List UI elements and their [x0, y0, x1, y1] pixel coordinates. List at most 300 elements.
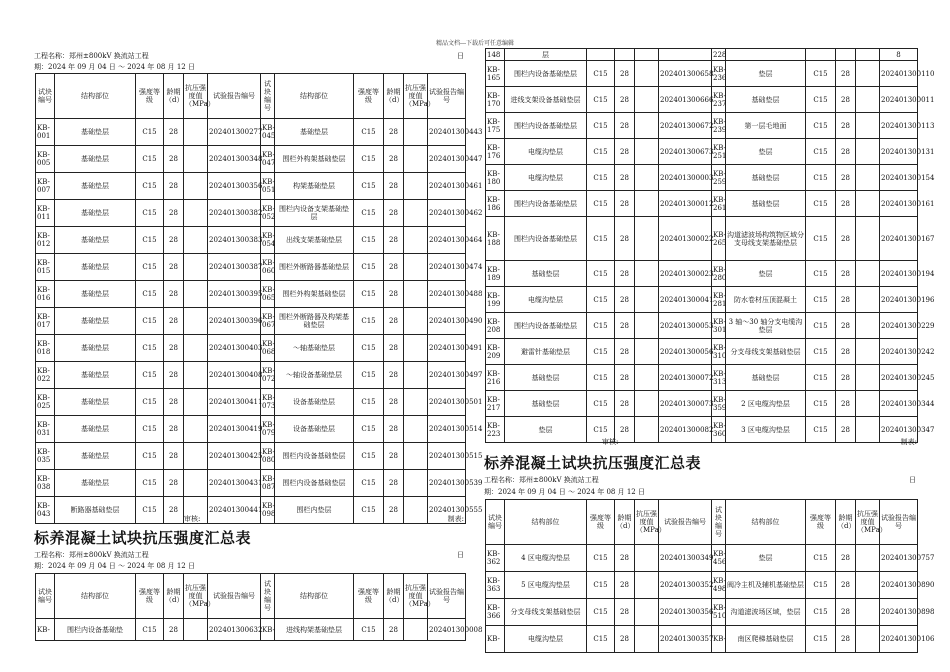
header-report-number: 试验报告编号 — [428, 574, 466, 619]
cell-compressive-strength — [184, 200, 208, 227]
cell-compressive-strength — [856, 191, 880, 217]
cell-structure-part: 垫层 — [726, 545, 806, 572]
cell-age-days: 28 — [615, 287, 635, 313]
cell-compressive-strength — [635, 572, 659, 599]
cell-structure-part: 4 区电缆沟垫层 — [505, 545, 587, 572]
cell-compressive-strength — [184, 470, 208, 497]
cell-compressive-strength — [184, 619, 208, 641]
cell-strength-grade: C15 — [587, 165, 615, 191]
table-row — [36, 389, 466, 416]
cell-compressive-strength — [184, 146, 208, 173]
date-label: 日 — [457, 52, 464, 60]
cell-strength-grade: C15 — [354, 335, 384, 362]
cell-compressive-strength — [184, 227, 208, 254]
cell-report-number: 202401300356 — [659, 599, 712, 626]
cell-report-number: 202401300344 — [880, 391, 918, 417]
cell-compressive-strength — [856, 391, 880, 417]
cell-structure-part: 层 — [505, 49, 587, 61]
cell-age-days: 28 — [164, 146, 184, 173]
cell-compressive-strength — [184, 389, 208, 416]
table-row — [36, 200, 466, 227]
cell-report-number: 202401300229 — [880, 313, 918, 339]
header-strength-grade: 强度等级 — [587, 500, 615, 545]
strength-table-4 — [485, 499, 935, 653]
cell-structure-part: 基础垫层 — [55, 146, 136, 173]
cell-report-number: 202401300408 — [208, 362, 261, 389]
header-strength-grade: 强度等级 — [136, 74, 164, 119]
cell-strength-grade: C15 — [354, 443, 384, 470]
cell-age-days: 28 — [164, 173, 184, 200]
strength-table-3 — [485, 48, 935, 443]
cell-compressive-strength — [856, 545, 880, 572]
cell-specimen-id: KB-301 — [712, 313, 726, 339]
cell-age-days: 28 — [615, 87, 635, 113]
cell-structure-part: 避雷针基础垫层 — [505, 339, 587, 365]
table-row — [486, 49, 918, 61]
cell-report-number: 202401300357 — [659, 626, 712, 653]
cell-structure-part: 围栏内设备基础垫层 — [505, 217, 587, 261]
cell-strength-grade: C15 — [354, 281, 384, 308]
cell-report-number: 202401300431 — [208, 470, 261, 497]
cell-specimen-id: KB-038 — [36, 470, 55, 497]
header-structure-part: 结构部位 — [55, 74, 136, 119]
cell-age-days: 28 — [836, 217, 856, 261]
cell-age-days: 28 — [836, 61, 856, 87]
cell-compressive-strength — [856, 217, 880, 261]
cell-structure-part: 基础垫层 — [55, 443, 136, 470]
table-row — [486, 626, 918, 653]
cell-age-days: 28 — [164, 470, 184, 497]
cell-compressive-strength — [856, 287, 880, 313]
table-row — [486, 287, 918, 313]
cell-age-days: 28 — [384, 281, 404, 308]
cell-structure-part: 基础垫层 — [55, 470, 136, 497]
cell-strength-grade: C15 — [136, 443, 164, 470]
cell-strength-grade: C15 — [806, 87, 836, 113]
cell-strength-grade: C15 — [806, 572, 836, 599]
cell-compressive-strength — [856, 139, 880, 165]
header-age-days: 龄期（d） — [164, 74, 184, 119]
table-row — [36, 146, 466, 173]
cell-compressive-strength — [856, 626, 880, 653]
table-row — [486, 191, 918, 217]
cell-compressive-strength — [404, 254, 428, 281]
cell-age-days: 28 — [384, 146, 404, 173]
cell-report-number: 202401300461 — [428, 173, 466, 200]
cell-compressive-strength — [404, 227, 428, 254]
cell-specimen-id: KB-259 — [712, 165, 726, 191]
cell-structure-part: 基础垫层 — [55, 335, 136, 362]
cell-specimen-id: KB-007 — [36, 173, 55, 200]
date-label: 日 — [457, 551, 464, 559]
cell-report-number: 202401300673 — [659, 139, 712, 165]
table-row — [486, 545, 918, 572]
cell-specimen-id: KB-261 — [712, 191, 726, 217]
cell-age-days: 28 — [164, 335, 184, 362]
cell-structure-part: 围栏内设备基础垫层 — [505, 61, 587, 87]
cell-specimen-id: KB- — [486, 626, 505, 653]
cell-age-days: 28 — [384, 497, 404, 524]
cell-compressive-strength — [856, 572, 880, 599]
cell-report-number: 202401300757 — [880, 545, 918, 572]
project-line — [34, 51, 464, 61]
cell-report-number: 202401300491 — [428, 335, 466, 362]
cell-structure-part: 南区爬梯基础垫层 — [726, 626, 806, 653]
cell-specimen-id: KB-005 — [36, 146, 55, 173]
cell-specimen-id: KB-068 — [261, 335, 275, 362]
cell-compressive-strength — [184, 362, 208, 389]
cell-report-number: 202401300110 — [880, 61, 918, 87]
table-row — [486, 599, 918, 626]
reviewer-label: 审核: — [602, 438, 619, 446]
cell-specimen-id: KB-022 — [36, 362, 55, 389]
cell-structure-part: 围栏外构架基础垫层 — [275, 146, 354, 173]
cell-structure-part: 围栏内设备基础垫层 — [505, 313, 587, 339]
cell-specimen-id: KB-209 — [486, 339, 505, 365]
cell-compressive-strength — [635, 191, 659, 217]
cell-report-number: 202401300443 — [428, 119, 466, 146]
header-strength-grade: 强度等级 — [354, 574, 384, 619]
reviewer-label: 审核: — [184, 515, 201, 523]
cell-compressive-strength — [404, 497, 428, 524]
cell-specimen-id: KB-456 — [712, 545, 726, 572]
cell-compressive-strength — [635, 417, 659, 443]
cell-strength-grade: C15 — [587, 391, 615, 417]
cell-age-days: 28 — [836, 545, 856, 572]
cell-strength-grade: C15 — [806, 313, 836, 339]
header-compressive-strength: 抗压强度值（MPa） — [184, 574, 208, 619]
table-row — [36, 470, 466, 497]
cell-compressive-strength — [404, 443, 428, 470]
cell-specimen-id: KB-054 — [261, 227, 275, 254]
cell-report-number: 202401300672 — [659, 113, 712, 139]
cell-structure-part: 电缆沟垫层 — [505, 165, 587, 191]
cell-report-number: 202401300245 — [880, 365, 918, 391]
cell-report-number: 202401300441 — [208, 497, 261, 524]
cell-compressive-strength — [404, 619, 428, 641]
cell-compressive-strength — [856, 261, 880, 287]
cell-report-number: 202401300387 — [208, 254, 261, 281]
cell-age-days: 28 — [164, 443, 184, 470]
cell-report-number: 202401300053 — [659, 313, 712, 339]
cell-report-number: 202401300348 — [208, 146, 261, 173]
cell-age-days: 28 — [164, 254, 184, 281]
cell-age-days: 28 — [164, 497, 184, 524]
cell-age-days: 28 — [164, 200, 184, 227]
cell-report-number: 202401300632 — [208, 619, 261, 641]
cell-compressive-strength — [856, 313, 880, 339]
cell-age-days: 28 — [164, 362, 184, 389]
cell-compressive-strength — [635, 139, 659, 165]
cell-specimen-id: KB-072 — [261, 362, 275, 389]
cell-compressive-strength — [635, 313, 659, 339]
cell-structure-part: 围栏内设备基础垫层 — [505, 113, 587, 139]
cell-specimen-id: KB- — [36, 619, 55, 641]
cell-report-number: 202401300347 — [880, 417, 918, 443]
cell-structure-part: 基础垫层 — [55, 200, 136, 227]
cell-compressive-strength — [856, 599, 880, 626]
cell-strength-grade: C15 — [587, 139, 615, 165]
cell-strength-grade: C15 — [354, 146, 384, 173]
table-row — [486, 391, 918, 417]
cell-compressive-strength — [856, 365, 880, 391]
cell-structure-part: 基础垫层 — [505, 365, 587, 391]
table-row — [486, 139, 918, 165]
cell-age-days: 28 — [836, 391, 856, 417]
table-row — [486, 313, 918, 339]
cell-strength-grade: C15 — [354, 254, 384, 281]
header-strength-grade: 强度等级 — [806, 500, 836, 545]
cell-report-number: 202401300515 — [428, 443, 466, 470]
cell-structure-part: 垫层 — [726, 261, 806, 287]
cell-compressive-strength — [635, 287, 659, 313]
table-row — [36, 362, 466, 389]
cell-report-number: 202401300194 — [880, 261, 918, 287]
cell-specimen-id: KB-359 — [712, 391, 726, 417]
cell-specimen-id: KB-047 — [261, 146, 275, 173]
cell-age-days: 28 — [164, 227, 184, 254]
cell-specimen-id: KB-223 — [486, 417, 505, 443]
cell-report-number: 202401300396 — [208, 308, 261, 335]
cell-compressive-strength — [856, 113, 880, 139]
cell-age-days: 28 — [384, 443, 404, 470]
table-row — [486, 217, 918, 261]
cell-strength-grade: C15 — [354, 497, 384, 524]
cell-structure-part: 阀冷主机及辅机基础垫层 — [726, 572, 806, 599]
cell-report-number: 202401300023 — [659, 261, 712, 287]
cell-age-days: 28 — [615, 313, 635, 339]
cell-structure-part: 防水卷材压顶混凝土 — [726, 287, 806, 313]
cell-report-number: 202401300666 — [659, 87, 712, 113]
cell-strength-grade: C15 — [136, 281, 164, 308]
cell-age-days: 28 — [836, 261, 856, 287]
header-specimen-id: 试块编号 — [36, 574, 55, 619]
cell-strength-grade: C15 — [587, 599, 615, 626]
cell-strength-grade: C15 — [354, 200, 384, 227]
cell-structure-part: 基础垫层 — [726, 87, 806, 113]
project-name: 工程名称：郑州±800kV 换流站工程 — [34, 52, 149, 60]
cell-strength-grade: C15 — [806, 626, 836, 653]
cell-structure-part: 基础垫层 — [726, 191, 806, 217]
cell-report-number: 202401300497 — [428, 362, 466, 389]
cell-report-number: 202401300464 — [428, 227, 466, 254]
cell-age-days: 28 — [836, 626, 856, 653]
header-compressive-strength: 抗压强度值（MPa） — [856, 500, 880, 545]
cell-age-days: 28 — [836, 113, 856, 139]
cell-compressive-strength — [635, 626, 659, 653]
cell-specimen-id: KB-280 — [712, 261, 726, 287]
cell-specimen-id: KB-360 — [712, 417, 726, 443]
cell-structure-part: 垫层 — [505, 417, 587, 443]
table-row — [36, 119, 466, 146]
header-compressive-strength: 抗压强度值（MPa） — [635, 500, 659, 545]
cell-report-number: 202401300131 — [880, 139, 918, 165]
cell-age-days: 28 — [615, 626, 635, 653]
cell-structure-part: ～轴基础垫层 — [275, 335, 354, 362]
cell-specimen-id: KB-170 — [486, 87, 505, 113]
cell-report-number: 202401300490 — [428, 308, 466, 335]
cell-specimen-id: KB-016 — [36, 281, 55, 308]
cell-compressive-strength — [184, 416, 208, 443]
cell-age-days: 28 — [615, 417, 635, 443]
cell-structure-part: 设备基础垫层 — [275, 416, 354, 443]
cell-report-number: 202401300555 — [428, 497, 466, 524]
cell-structure-part: 围栏外断路器及构架基础垫层 — [275, 308, 354, 335]
cell-compressive-strength — [635, 545, 659, 572]
cell-specimen-id: KB-060 — [261, 254, 275, 281]
table-row — [486, 417, 918, 443]
cell-specimen-id: KB-067 — [261, 308, 275, 335]
cell-structure-part: 基础垫层 — [55, 308, 136, 335]
cell-specimen-id: KB- — [712, 626, 726, 653]
cell-structure-part: 基础垫层 — [505, 261, 587, 287]
cell-age-days: 28 — [615, 217, 635, 261]
header-age-days: 龄期（d） — [836, 500, 856, 545]
cell-specimen-id: KB-165 — [486, 61, 505, 87]
cell-strength-grade — [587, 49, 615, 61]
cell-report-number: 202401300462 — [428, 200, 466, 227]
cell-strength-grade: C15 — [587, 339, 615, 365]
cell-report-number: 202401300113 — [880, 113, 918, 139]
table-row — [36, 619, 466, 641]
cell-specimen-id: KB-079 — [261, 416, 275, 443]
cell-strength-grade: C15 — [354, 470, 384, 497]
cell-report-number: 202401300106 — [880, 626, 918, 653]
cell-structure-part: 基础垫层 — [275, 119, 354, 146]
cell-age-days: 28 — [836, 417, 856, 443]
cell-report-number: 202401300082 — [659, 417, 712, 443]
cell-specimen-id: KB-012 — [36, 227, 55, 254]
cell-strength-grade: C15 — [587, 313, 615, 339]
cell-report-number: 202401300003 — [659, 165, 712, 191]
cell-structure-part: 基础垫层 — [55, 254, 136, 281]
project-line-2 — [34, 550, 464, 560]
cell-specimen-id: KB-018 — [36, 335, 55, 362]
cell-structure-part: 5 区电缆沟垫层 — [505, 572, 587, 599]
cell-specimen-id: KB-199 — [486, 287, 505, 313]
cell-report-number: 202401300403 — [208, 335, 261, 362]
table-row — [486, 87, 918, 113]
cell-specimen-id: KB-208 — [486, 313, 505, 339]
cell-structure-part: 分支母线支架基础垫层 — [505, 599, 587, 626]
cell-strength-grade: C15 — [587, 217, 615, 261]
cell-report-number: 202401300167 — [880, 217, 918, 261]
cell-age-days: 28 — [615, 191, 635, 217]
cell-report-number: 202401300242 — [880, 339, 918, 365]
cell-age-days: 28 — [836, 599, 856, 626]
period-line-3: 期：2024 年 09 月 04 日 ～ 2024 年 08 月 12 日 — [484, 488, 645, 496]
cell-structure-part: 3 轴～30 轴分支电缆沟垫层 — [726, 313, 806, 339]
cell-strength-grade: C15 — [354, 308, 384, 335]
cell-strength-grade: C15 — [354, 619, 384, 641]
table-row — [486, 572, 918, 599]
cell-age-days: 28 — [384, 335, 404, 362]
strength-table-1 — [35, 73, 483, 524]
cell-age-days: 28 — [164, 619, 184, 641]
cell-strength-grade: C15 — [136, 389, 164, 416]
cell-compressive-strength — [184, 308, 208, 335]
cell-strength-grade: C15 — [136, 335, 164, 362]
strength-table-2 — [35, 573, 483, 641]
header-report-number: 试验报告编号 — [208, 574, 261, 619]
cell-age-days: 28 — [384, 200, 404, 227]
cell-structure-part: 进线构架基础垫层 — [275, 619, 354, 641]
header-compressive-strength: 抗压强度值（MPa） — [404, 74, 428, 119]
cell-strength-grade: C15 — [806, 599, 836, 626]
cell-age-days: 28 — [836, 139, 856, 165]
cell-specimen-id: KB-065 — [261, 281, 275, 308]
cell-compressive-strength — [635, 365, 659, 391]
cell-age-days: 28 — [384, 416, 404, 443]
cell-compressive-strength — [856, 61, 880, 87]
cell-strength-grade: C15 — [136, 470, 164, 497]
cell-age-days: 28 — [615, 599, 635, 626]
cell-age-days: 28 — [384, 119, 404, 146]
cell-age-days: 28 — [164, 119, 184, 146]
cell-specimen-id: KB-175 — [486, 113, 505, 139]
cell-compressive-strength — [184, 335, 208, 362]
cell-report-number: 202401300277 — [208, 119, 261, 146]
cell-compressive-strength — [184, 281, 208, 308]
cell-age-days — [615, 49, 635, 61]
cell-compressive-strength — [635, 339, 659, 365]
project-name: 工程名称：郑州±800kV 换流站工程 — [484, 476, 599, 484]
cell-age-days: 28 — [384, 362, 404, 389]
cell-compressive-strength — [404, 308, 428, 335]
cell-compressive-strength — [404, 146, 428, 173]
cell-report-number: 202401300425 — [208, 443, 261, 470]
cell-report-number: 202401300419 — [208, 416, 261, 443]
header-report-number: 试验报告编号 — [880, 500, 918, 545]
cell-report-number: 202401300658 — [659, 61, 712, 87]
cell-structure-part: 分支母线支架基础垫层 — [726, 339, 806, 365]
doc-title-right: 标养混凝土试块抗压强度汇总表 — [484, 454, 702, 472]
cell-structure-part: 基础垫层 — [55, 227, 136, 254]
header-structure-part: 结构部位 — [55, 574, 136, 619]
cell-strength-grade: C15 — [354, 416, 384, 443]
header-strength-grade: 强度等级 — [354, 74, 384, 119]
table-row — [486, 261, 918, 287]
cell-specimen-id: KB-080 — [261, 443, 275, 470]
cell-compressive-strength — [404, 200, 428, 227]
cell-structure-part: 基础垫层 — [55, 389, 136, 416]
cell-strength-grade: C15 — [806, 339, 836, 365]
table-row — [486, 165, 918, 191]
cell-structure-part: 基础垫层 — [55, 119, 136, 146]
cell-report-number: 202401300041 — [659, 287, 712, 313]
table-row — [486, 365, 918, 391]
header-structure-part: 结构部位 — [726, 500, 806, 545]
maker-label: 制表: — [900, 438, 917, 446]
date-label: 日 — [909, 476, 916, 484]
header-specimen-id: 试块编号 — [486, 500, 505, 545]
cell-report-number: 202401300056 — [659, 339, 712, 365]
cell-report-number — [659, 49, 712, 61]
cell-report-number: 202401300383 — [208, 227, 261, 254]
cell-structure-part: 垫层 — [726, 139, 806, 165]
cell-structure-part: 围栏内设备基础垫层 — [275, 443, 354, 470]
cell-report-number: 202401300022 — [659, 217, 712, 261]
cell-structure-part: 基础垫层 — [55, 281, 136, 308]
cell-age-days: 28 — [384, 619, 404, 641]
table-row — [36, 443, 466, 470]
cell-age-days: 28 — [384, 470, 404, 497]
header-age-days: 龄期（d） — [164, 574, 184, 619]
cell-specimen-id: KB-045 — [261, 119, 275, 146]
cell-age-days: 28 — [164, 416, 184, 443]
cell-strength-grade: C15 — [136, 227, 164, 254]
cell-report-number: 202401300008 — [428, 619, 466, 641]
